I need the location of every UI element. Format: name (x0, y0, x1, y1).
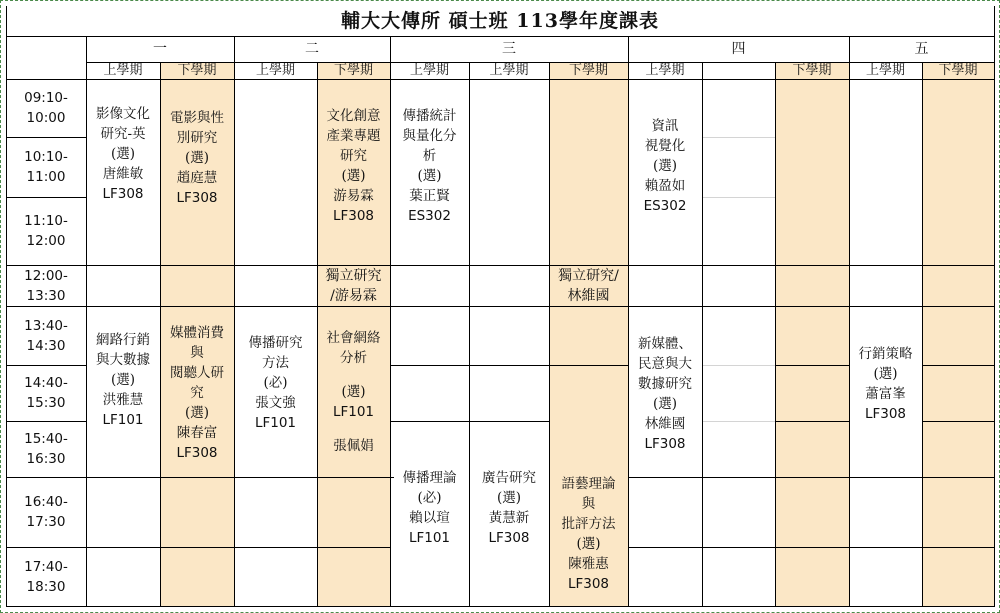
course-cell: 新媒體、 民意與大 數據研究 (選) 林維國 LF308 (638, 335, 692, 452)
day-header-wed: 三 (502, 41, 516, 57)
course-cell: 網路行銷 與大數據 (選) 洪雅慧 LF101 (96, 331, 150, 428)
course-cell: 資訊 視覺化 (選) 賴盈如 ES302 (643, 118, 687, 214)
time-slot: 10:10- 11:00 (24, 149, 68, 185)
course-cell: 廣告研究 (選) 黃慧新 LF308 (482, 469, 536, 546)
semester-header: 下學期 (568, 62, 608, 78)
semester-header: 上學期 (865, 62, 905, 78)
second-semester-column-fri (922, 62, 994, 606)
course-cell: 社會網絡 分析 (選) LF101 張佩娟 (326, 329, 381, 454)
course-cell: 語藝理論 與 批評方法 (選) 陳雅惠 LF308 (561, 475, 616, 592)
semester-header: 上學期 (409, 62, 449, 78)
time-slot: 12:00- 13:30 (24, 267, 68, 304)
second-semester-column-thu (775, 62, 849, 606)
course-cell: 媒體消費 與 閱聽人研 究 (選) 陳春富 LF308 (170, 324, 224, 461)
time-slot: 16:40- 17:30 (24, 494, 68, 530)
semester-header: 上學期 (255, 62, 295, 78)
semester-header: 上學期 (645, 62, 685, 78)
page-title: 輔大大傳所 碩士班 113學年度課表 (341, 10, 659, 32)
time-slot: 09:10- 10:00 (24, 90, 68, 126)
course-cell: 文化創意 產業專題 研究 (選) 游易霖 LF308 (326, 108, 381, 224)
time-slot: 11:10- 12:00 (24, 213, 68, 249)
day-header-mon: 一 (153, 41, 167, 57)
time-slot: 17:40- 18:30 (24, 558, 68, 595)
day-header-tue: 二 (305, 41, 319, 57)
course-cell: 傳播統計 與量化分 析 (選) 葉正賢 ES302 (402, 108, 457, 224)
course-cell: 傳播研究 方法 (必) 張文強 LF101 (248, 334, 303, 431)
semester-header: 下學期 (177, 62, 217, 78)
course-cell: 傳播理論 (必) 賴以瑄 LF101 (402, 469, 457, 546)
course-cell: 獨立研究/ 林維國 (558, 267, 619, 304)
day-header-fri: 五 (914, 41, 929, 57)
semester-header: 下學期 (333, 62, 373, 78)
time-slot: 14:40- 15:30 (24, 375, 68, 411)
semester-header: 下學期 (938, 62, 978, 78)
course-cell: 行銷策略 (選) 蕭富峯 LF308 (858, 345, 913, 422)
semester-header: 上學期 (103, 62, 143, 78)
course-cell: 獨立研究 /游易霖 (325, 267, 382, 304)
day-header-thu: 四 (731, 41, 746, 57)
course-cell: 影像文化 研究-英 (選) 唐維敏 LF308 (96, 106, 150, 202)
course-cell: 電影與性 別研究 (選) 趙庭慧 LF308 (170, 110, 224, 206)
semester-header: 上學期 (489, 62, 529, 78)
semester-header: 下學期 (792, 62, 832, 78)
time-slot: 15:40- 16:30 (24, 431, 68, 467)
time-slot: 13:40- 14:30 (24, 317, 68, 354)
